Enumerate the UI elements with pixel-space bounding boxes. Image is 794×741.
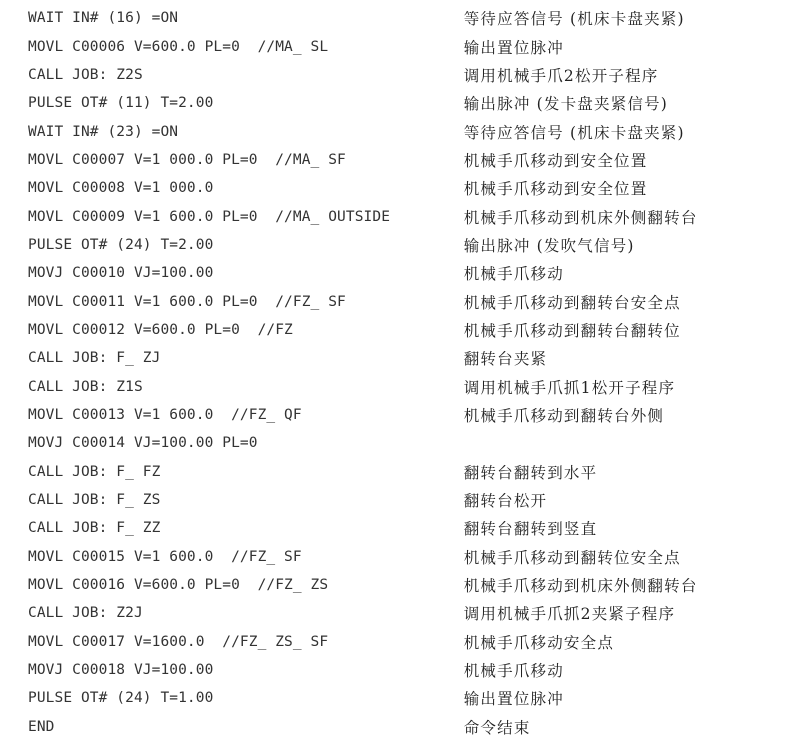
- comment-text: 机械手爪移动到翻转台安全点: [463, 293, 681, 312]
- comment-text: 调用机械手爪抓2夹紧子程序: [463, 605, 676, 624]
- comment-text: 翻转台翻转到水平: [463, 463, 598, 482]
- program-line: [0, 486, 794, 514]
- code-text: CALL JOB: Z1S: [28, 378, 143, 395]
- program-line: [0, 316, 794, 344]
- program-line: [0, 287, 794, 315]
- code-text: CALL JOB: Z2J: [28, 605, 143, 622]
- program-line: [0, 259, 794, 287]
- program-line: [0, 231, 794, 259]
- program-line: [0, 117, 794, 145]
- code-text: MOVL C00011 V=1 600.0 PL=0 //FZ_ SF: [28, 293, 346, 310]
- comment-text: 机械手爪移动到机床外侧翻转台: [463, 577, 698, 596]
- code-text: MOVL C00015 V=1 600.0 //FZ_ SF: [28, 548, 302, 565]
- program-line: [0, 458, 794, 486]
- comment-text: 命令结束: [463, 718, 531, 737]
- program-line: [0, 174, 794, 202]
- program-line: [0, 429, 794, 457]
- code-text: CALL JOB: Z2S: [28, 66, 143, 83]
- comment-text: 机械手爪移动安全点: [463, 633, 615, 652]
- comment-text: 机械手爪移动到机床外侧翻转台: [463, 208, 698, 227]
- code-text: MOVL C00008 V=1 000.0: [28, 180, 214, 197]
- code-text: MOVJ C00010 VJ=100.00: [28, 265, 214, 282]
- code-text: WAIT IN# (23) =ON: [28, 123, 179, 140]
- comment-text: 输出脉冲 (发卡盘夹紧信号): [463, 95, 669, 114]
- comment-text: 机械手爪移动到安全位置: [463, 180, 648, 199]
- code-text: MOVL C00012 V=600.0 PL=0 //FZ: [28, 321, 293, 338]
- code-text: PULSE OT# (24) T=2.00: [28, 236, 214, 253]
- program-line: [0, 401, 794, 429]
- comment-text: 等待应答信号 (机床卡盘夹紧): [463, 10, 685, 29]
- comment-text: 等待应答信号 (机床卡盘夹紧): [463, 123, 685, 142]
- code-text: CALL JOB: F_ ZJ: [28, 350, 161, 367]
- program-line: [0, 656, 794, 684]
- code-text: MOVL C00006 V=600.0 PL=0 //MA_ SL: [28, 38, 329, 55]
- program-line: [0, 89, 794, 117]
- code-text: MOVJ C00014 VJ=100.00 PL=0: [28, 435, 258, 452]
- comment-text: 翻转台翻转到竖直: [463, 520, 598, 539]
- program-line: [0, 32, 794, 60]
- comment-text: 机械手爪移动到安全位置: [463, 151, 648, 170]
- program-line: [0, 61, 794, 89]
- code-text: MOVL C00009 V=1 600.0 PL=0 //MA_ OUTSIDE: [28, 208, 391, 225]
- code-text: CALL JOB: F_ ZZ: [28, 520, 161, 537]
- comment-text: 调用机械手爪2松开子程序: [463, 66, 659, 85]
- code-text: MOVJ C00018 VJ=100.00: [28, 662, 214, 679]
- program-line: [0, 146, 794, 174]
- code-text: PULSE OT# (11) T=2.00: [28, 95, 214, 112]
- comment-text: 输出脉冲 (发吹气信号): [463, 236, 635, 255]
- comment-text: 机械手爪移动: [463, 265, 564, 284]
- code-text: MOVL C00013 V=1 600.0 //FZ_ QF: [28, 406, 302, 423]
- program-line: [0, 543, 794, 571]
- comment-text: 翻转台松开: [463, 492, 548, 511]
- program-line: [0, 202, 794, 230]
- program-line: [0, 684, 794, 712]
- code-text: CALL JOB: F_ FZ: [28, 463, 161, 480]
- program-line: [0, 628, 794, 656]
- code-text: MOVL C00017 V=1600.0 //FZ_ ZS_ SF: [28, 633, 329, 650]
- program-line: [0, 571, 794, 599]
- code-text: MOVL C00016 V=600.0 PL=0 //FZ_ ZS: [28, 577, 329, 594]
- program-line: [0, 713, 794, 741]
- comment-text: 机械手爪移动到翻转台翻转位: [463, 321, 681, 340]
- code-text: PULSE OT# (24) T=1.00: [28, 690, 214, 707]
- program-line: [0, 4, 794, 32]
- program-listing: [0, 4, 794, 741]
- code-text: MOVL C00007 V=1 000.0 PL=0 //MA_ SF: [28, 151, 346, 168]
- code-text: WAIT IN# (16) =ON: [28, 10, 179, 27]
- code-text: END: [28, 718, 55, 735]
- comment-text: 调用机械手爪抓1松开子程序: [463, 378, 676, 397]
- comment-text: 输出置位脉冲: [463, 690, 564, 709]
- comment-text: 输出置位脉冲: [463, 38, 564, 57]
- program-line: [0, 372, 794, 400]
- comment-text: 机械手爪移动: [463, 662, 564, 681]
- program-line: [0, 514, 794, 542]
- comment-text: 机械手爪移动到翻转台外侧: [463, 406, 665, 425]
- program-line: [0, 344, 794, 372]
- code-text: CALL JOB: F_ ZS: [28, 492, 161, 509]
- comment-text: 机械手爪移动到翻转位安全点: [463, 548, 681, 567]
- program-line: [0, 599, 794, 627]
- comment-text: 翻转台夹紧: [463, 350, 548, 369]
